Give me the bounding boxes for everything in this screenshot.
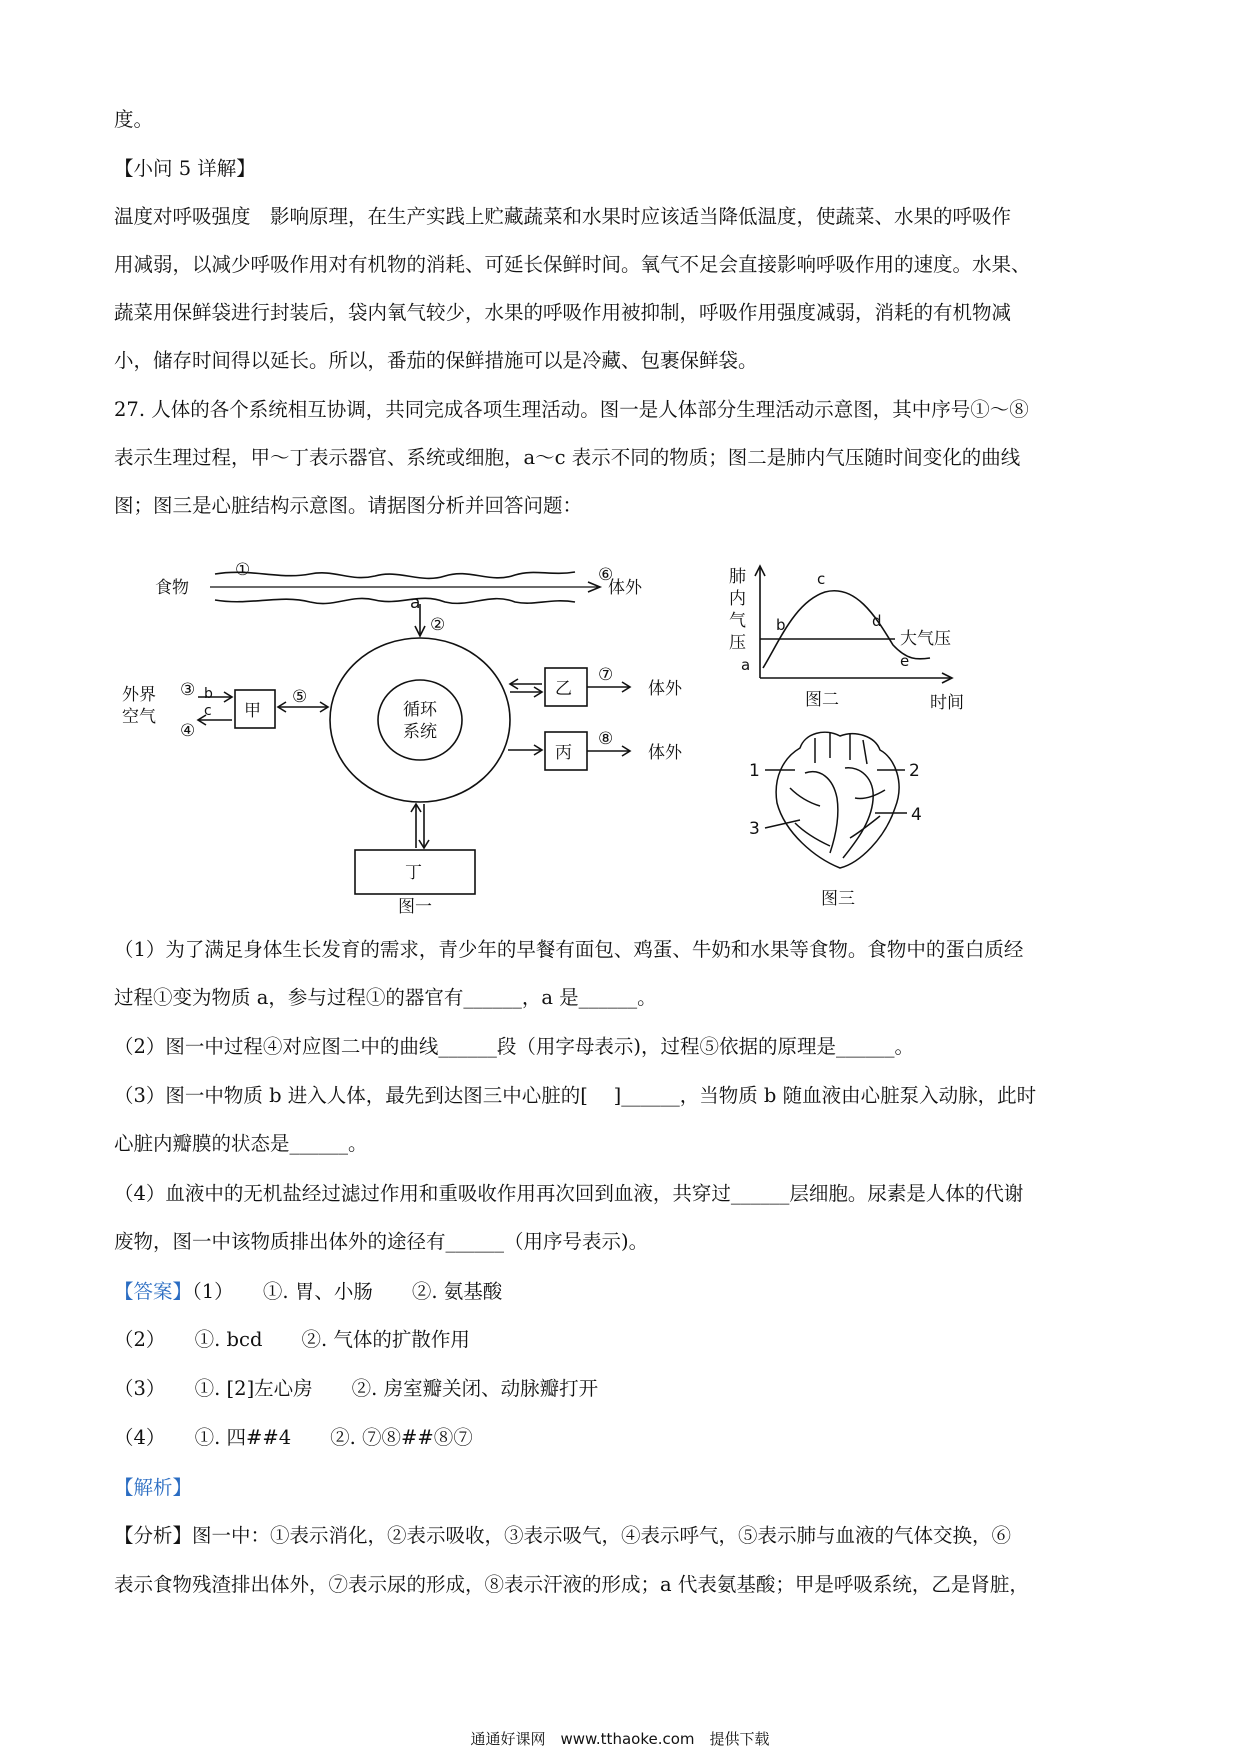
heart-label-1: 1: [749, 761, 760, 781]
point-b: b: [776, 616, 786, 634]
y-axis-label: 内: [729, 589, 746, 609]
outer-air-label: 空气: [122, 707, 156, 727]
answer-3: （3） ①. [2]左心房 ②. 房室瓣关闭、动脉瓣打开: [114, 1377, 599, 1400]
food-label: 食物: [155, 578, 189, 598]
subquestion-5-heading: 【小问 5 详解】: [114, 157, 256, 180]
process-6: ⑥: [598, 565, 614, 585]
question-27-line: 27. 人体的各个系统相互协调，共同完成各项生理活动。图一是人体部分生理活动示意图，其中序号①～⑧: [114, 398, 1029, 421]
process-5: ⑤: [292, 687, 308, 707]
figure-3-heart: [745, 728, 935, 908]
figure-1-caption: 图一: [398, 897, 432, 917]
process-8: ⑧: [598, 729, 614, 749]
outside-label: 体外: [648, 679, 682, 699]
substance-b: b: [204, 686, 213, 702]
heart-label-4: 4: [911, 805, 922, 825]
sub-question-3: 心脏内瓣膜的状态是______。: [114, 1132, 368, 1155]
para-end: 度。: [114, 108, 154, 131]
organ-yi: 乙: [555, 679, 572, 699]
outer-air-label: 外界: [122, 685, 156, 705]
question-27-line: 图；图三是心脏结构示意图。请据图分析并回答问题：: [114, 494, 583, 517]
y-axis-label: 肺: [729, 567, 746, 587]
process-1: ①: [235, 560, 251, 580]
circulation-label: 系统: [403, 722, 437, 742]
explanation-line: 蔬菜用保鲜袋进行封装后，袋内氧气较少，水果的呼吸作用被抑制，呼吸作用强度减弱，消耗的有机物减: [114, 301, 1012, 324]
explanation-line: 小，储存时间得以延长。所以，番茄的保鲜措施可以是冷藏、包裹保鲜袋。: [114, 349, 758, 372]
sub-question-4: （4）血液中的无机盐经过滤过作用和重吸收作用再次回到血液，共穿过______层细胞。尿素是人体的代谢: [114, 1182, 1024, 1205]
analysis-line: 【分析】图一中：①表示消化，②表示吸收，③表示吸气，④表示呼气，⑤表示肺与血液的气体交换，⑥: [114, 1524, 1012, 1547]
explanation-line: 温度对呼吸强度 影响原理，在生产实践上贮藏蔬菜和水果时应该适当降低温度，使蔬菜、水果的呼吸作: [114, 205, 1012, 228]
point-e: e: [900, 652, 910, 670]
outside-label: 体外: [648, 743, 682, 763]
organ-bing: 丙: [555, 743, 572, 763]
substance-c: c: [204, 703, 212, 719]
substance-a: a: [410, 593, 421, 613]
figure-2-caption: 图二: [805, 690, 839, 710]
figure-1-diagram: [120, 560, 740, 910]
process-7: ⑦: [598, 665, 614, 685]
sub-question-2: （2）图一中过程④对应图二中的曲线______段（用字母表示)，过程⑤依据的原理是______。: [114, 1035, 915, 1058]
point-d: d: [872, 612, 882, 630]
organ-jia: 甲: [244, 701, 261, 721]
heart-label-2: 2: [909, 761, 920, 781]
process-3: ③: [180, 680, 196, 700]
analysis-line: 表示食物残渣排出体外，⑦表示尿的形成，⑧表示汗液的形成；a 代表氨基酸；甲是呼吸系统，乙是肾脏，: [114, 1573, 1029, 1596]
sub-question-1: 过程①变为物质 a，参与过程①的器官有______，a 是______。: [114, 986, 657, 1009]
y-axis-label: 气: [729, 611, 746, 631]
answer-2: （2） ①. bcd ②. 气体的扩散作用: [114, 1328, 470, 1351]
process-4: ④: [180, 721, 196, 741]
circulation-label: 循环: [403, 700, 437, 720]
question-27-line: 表示生理过程，甲～丁表示器官、系统或细胞，a～c 表示不同的物质；图二是肺内气压随时间变化的曲线: [114, 446, 1021, 469]
point-a: a: [741, 656, 751, 674]
analysis-tag: 【解析】: [114, 1476, 193, 1499]
organ-ding: 丁: [405, 863, 422, 883]
figure-3-caption: 图三: [821, 889, 855, 908]
atmospheric-pressure-label: 大气压: [900, 629, 951, 649]
answer-1: （1） ①. 胃、小肠 ②. 氨基酸: [192, 1280, 503, 1303]
explanation-line: 用减弱，以减少呼吸作用对有机物的消耗、可延长保鲜时间。氧气不足会直接影响呼吸作用的速度。水果、: [114, 253, 1031, 276]
sub-question-4: 废物，图一中该物质排出体外的途径有______（用序号表示)。: [114, 1230, 649, 1253]
point-c: c: [817, 570, 826, 588]
outside-label: 体外: [608, 578, 642, 598]
sub-question-1: （1）为了满足身体生长发育的需求，青少年的早餐有面包、鸡蛋、牛奶和水果等食物。食物中的蛋白质经: [114, 938, 1024, 961]
process-2: ②: [430, 615, 446, 635]
x-axis-label: 时间: [930, 693, 964, 713]
answer-tag: 【答案】: [114, 1280, 193, 1303]
sub-question-3: （3）图一中物质 b 进入人体，最先到达图三中心脏的[ ]______，当物质 b 随血液由心脏泵入动脉，此时: [114, 1084, 1037, 1107]
heart-label-3: 3: [749, 819, 760, 839]
answer-line-1: [114, 1280, 1130, 1304]
footer: 通通好课网 www.tthaoke.com 提供下载: [470, 1730, 770, 1748]
figure-2-chart: [725, 560, 985, 720]
answer-4: （4） ①. 四##4 ②. ⑦⑧##⑧⑦: [114, 1426, 473, 1449]
y-axis-label: 压: [729, 633, 746, 653]
